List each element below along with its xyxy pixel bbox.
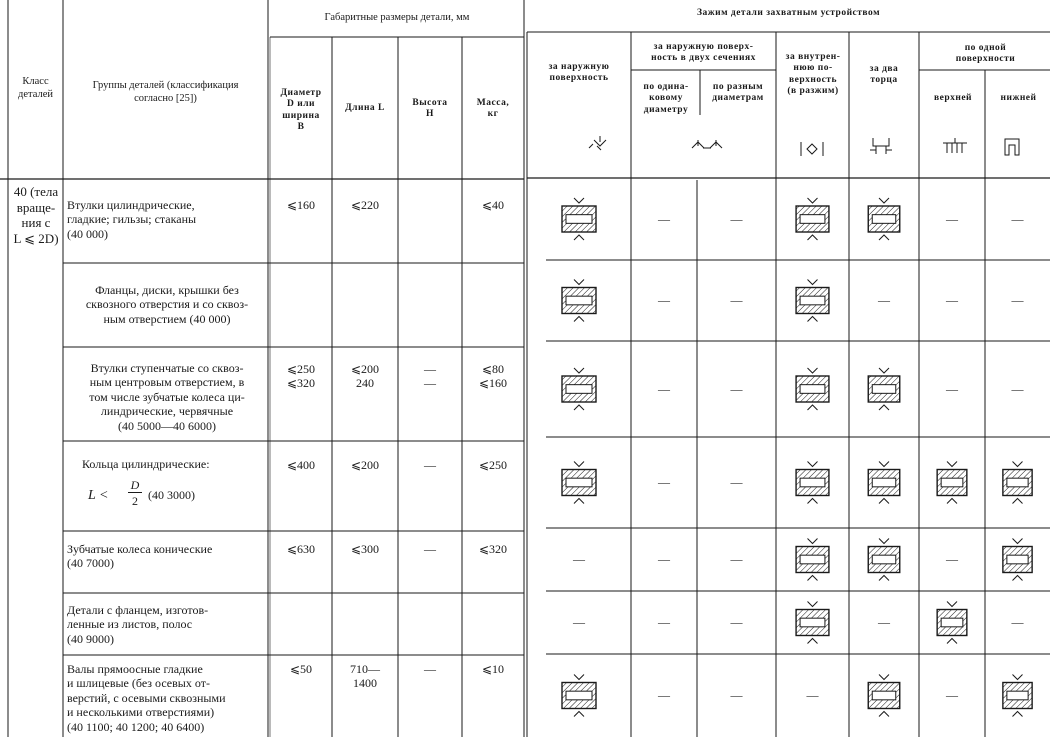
header-lower: нижней bbox=[1000, 93, 1037, 103]
row5-mass: ⩽320 bbox=[478, 542, 508, 556]
clamp-two-ends-row2-dash: — bbox=[878, 293, 890, 307]
header-height: Высота H bbox=[412, 98, 448, 120]
clamp-inner-row4-icon bbox=[776, 437, 849, 528]
header-class: Класс деталей bbox=[18, 76, 53, 100]
clamp-outer-row5-dash: — bbox=[573, 552, 585, 566]
clamp-upper-row6-icon bbox=[919, 591, 985, 654]
row4-formula-code: (40 3000) bbox=[148, 488, 195, 502]
header-outer-two: за наружную поверх- ность в двух сечениях bbox=[651, 42, 756, 64]
clamp-diff-diam-row3-dash: — bbox=[730, 381, 743, 396]
row3-diameter: ⩽250 ⩽320 bbox=[286, 362, 316, 391]
clamp-outer-row1-icon bbox=[527, 178, 631, 260]
row1-length: ⩽220 bbox=[350, 198, 380, 212]
clamp-same-diam-row3-dash: — bbox=[658, 381, 670, 396]
header-one-surface: по одной поверхности bbox=[955, 43, 1016, 65]
row3-length: ⩽200 240 bbox=[350, 362, 380, 391]
row7-diameter: ⩽50 bbox=[289, 662, 313, 676]
clamp-same-diam-row7-dash: — bbox=[658, 688, 670, 702]
row4-length: ⩽200 bbox=[350, 458, 380, 472]
clamp-inner-row7-dash: — bbox=[806, 688, 819, 702]
clamp-upper-row5-dash: — bbox=[946, 552, 958, 566]
clamp-inner-row6-icon bbox=[776, 591, 849, 654]
clamp-lower-row3-dash: — bbox=[1011, 381, 1024, 396]
header-clamping: Зажим детали захватным устройством bbox=[696, 8, 881, 18]
header-inner: за внутрен- нюю по- верхность (в разжим) bbox=[785, 52, 841, 97]
row5-height: — bbox=[424, 542, 436, 556]
row4-group: Кольца цилиндрические: bbox=[82, 457, 210, 471]
clamp-lower-row6-dash: — bbox=[1011, 615, 1024, 629]
row2-group: Фланцы, диски, крышки без сквозного отверстия и со сквоз- ным отверстием (40 000) bbox=[85, 283, 249, 326]
header-diff-diam: по разным диаметрам bbox=[712, 82, 764, 104]
row7-group: Валы прямоосные гладкие и шлицевые (без осевых от- верстий, с осевыми сквозными и несколькими отверстиями) (40 1100; 40 1200; 40 6400) bbox=[67, 662, 226, 734]
clamp-inner-row3-icon bbox=[776, 341, 849, 437]
clamp-same-diam-row4-dash: — bbox=[658, 475, 670, 489]
clamp-diff-diam-row6-dash: — bbox=[730, 615, 743, 629]
header-outer: за наружную поверхность bbox=[548, 62, 610, 84]
clamp-two-ends-row6-dash: — bbox=[878, 615, 890, 629]
header-mass: Масса, кг bbox=[476, 98, 510, 120]
header-length: Длина L bbox=[345, 103, 385, 113]
row7-height: — bbox=[424, 662, 436, 676]
clamp-upper-row1-dash: — bbox=[946, 211, 958, 226]
clamp-same-diam-row2-dash: — bbox=[658, 293, 670, 307]
row5-length: ⩽300 bbox=[350, 542, 380, 556]
class-label: 40 (тела враще- ния с L ⩽ 2D) bbox=[13, 184, 59, 246]
clamp-two-ends-row3-icon bbox=[849, 341, 919, 437]
header-groups: Группы деталей (классификация согласно [25]) bbox=[92, 80, 239, 104]
clamp-diff-diam-row1-dash: — bbox=[730, 211, 743, 226]
row5-group: Зубчатые колеса конические (40 7000) bbox=[67, 542, 213, 571]
header-two-ends: за два торца bbox=[869, 64, 899, 86]
row3-group: Втулки ступенчатые со сквоз- ным центровым отверстием, в том числе зубчатые колеса ци- линдрические, червячные (40 5000—40 6000) bbox=[89, 361, 245, 433]
clamp-inner-row1-icon bbox=[776, 178, 849, 260]
header-upper: верхней bbox=[933, 93, 973, 103]
clamp-same-diam-row1-dash: — bbox=[658, 211, 670, 226]
clamp-lower-row5-icon bbox=[985, 528, 1050, 591]
row7-length: 710— 1400 bbox=[350, 662, 380, 691]
header-symbols bbox=[589, 136, 1019, 156]
row4-height: — bbox=[424, 458, 436, 472]
row1-group: Втулки цилиндрические, гладкие; гильзы; стаканы (40 000) bbox=[67, 198, 197, 241]
clamp-two-ends-row5-icon bbox=[849, 528, 919, 591]
header-diameter: Диаметр D или ширина B bbox=[280, 88, 322, 133]
clamp-inner-row2-icon bbox=[776, 260, 849, 341]
clamp-lower-row4-icon bbox=[985, 437, 1050, 528]
clamp-outer-row6-dash: — bbox=[573, 615, 585, 629]
row1-diameter: ⩽160 bbox=[286, 198, 316, 212]
clamp-inner-row5-icon bbox=[776, 528, 849, 591]
header-same-diam: по одина- ковому диаметру bbox=[643, 82, 689, 115]
clamp-two-ends-row1-icon bbox=[849, 178, 919, 260]
row4-formula-den: 2 bbox=[132, 494, 138, 508]
clamp-upper-row3-dash: — bbox=[946, 381, 958, 396]
clamp-diff-diam-row2-dash: — bbox=[730, 293, 743, 307]
clamp-outer-row3-icon bbox=[527, 341, 631, 437]
header-dimensions: Габаритные размеры детали, мм bbox=[324, 12, 470, 23]
clamp-outer-row4-icon bbox=[527, 437, 631, 528]
row4-formula-l: L < bbox=[88, 488, 109, 503]
row5-diameter: ⩽630 bbox=[286, 542, 316, 556]
clamp-diff-diam-row7-dash: — bbox=[730, 688, 743, 702]
clamp-outer-row7-icon bbox=[527, 654, 631, 737]
clamp-lower-row2-dash: — bbox=[1011, 293, 1024, 307]
clamp-outer-row2-icon bbox=[527, 260, 631, 341]
row4-mass: ⩽250 bbox=[478, 458, 508, 472]
clamp-diff-diam-row5-dash: — bbox=[730, 552, 743, 566]
clamp-upper-row7-dash: — bbox=[946, 688, 958, 702]
row1-mass: ⩽40 bbox=[481, 198, 505, 212]
clamp-same-diam-row6-dash: — bbox=[658, 615, 670, 629]
clamp-upper-row2-dash: — bbox=[946, 293, 958, 307]
row7-mass: ⩽10 bbox=[481, 662, 505, 676]
clamp-same-diam-row5-dash: — bbox=[658, 552, 670, 566]
row4-diameter: ⩽400 bbox=[286, 458, 316, 472]
row3-mass: ⩽80 ⩽160 bbox=[478, 362, 508, 391]
row3-height: — — bbox=[424, 362, 436, 391]
row6-group: Детали с фланцем, изготов- ленные из листов, полос (40 9000) bbox=[67, 603, 209, 646]
clamp-two-ends-row4-icon bbox=[849, 437, 919, 528]
clamp-lower-row7-icon bbox=[985, 654, 1050, 737]
clamp-upper-row4-icon bbox=[919, 437, 985, 528]
row4-formula-num: D bbox=[128, 479, 142, 493]
clamp-two-ends-row7-icon bbox=[849, 654, 919, 737]
clamp-diff-diam-row4-dash: — bbox=[730, 475, 743, 489]
clamp-lower-row1-dash: — bbox=[1011, 211, 1024, 226]
